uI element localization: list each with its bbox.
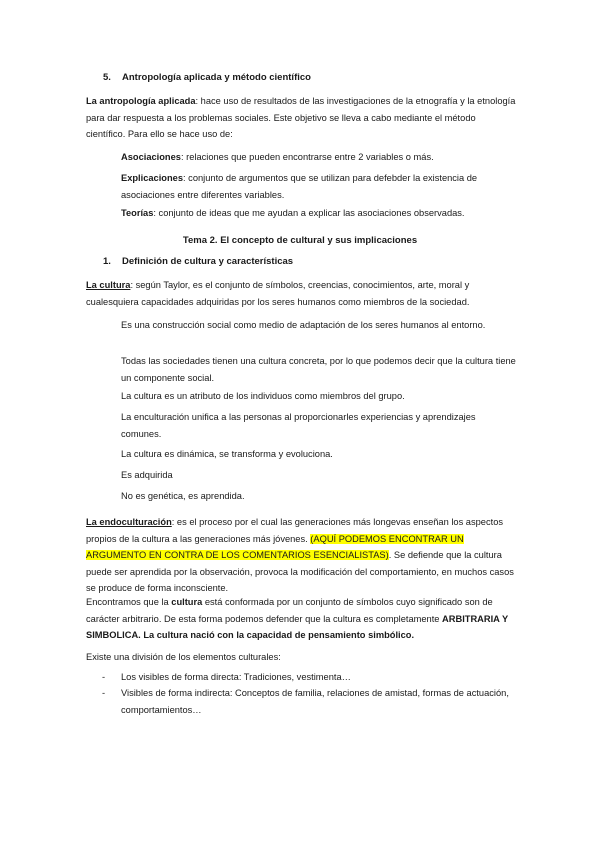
list-item: Explicaciones: conjunto de argumentos que se utilizan para defebder la existencia de asociaciones entre diferentes variables.: [121, 173, 478, 200]
paragraph-division: Existe una división de los elementos culturales:: [86, 652, 281, 662]
paragraph-endoculturacion: La endoculturación: es el proceso por el cual las generaciones más longevas enseñan los aspectos propios de la cultura a las generaciones más jóvenes. (AQUÍ PODEMOS ENCONTRAR UN ARGUMENTO EN CONTRA DE LOS COMENTARIOS ESENCIALISTAS). Se defiende que la cultura puede ser aprendida por la observación, provoca la modificación del comportamiento, en muchos casos se produce de forma inconsciente.: [86, 517, 514, 593]
section-heading-1: 1. Definición de cultura y características: [103, 256, 294, 267]
list-item: Teorías: conjunto de ideas que me ayudan a explicar las asociaciones observadas.: [121, 208, 465, 218]
paragraph-antropologia-aplicada: La antropología aplicada: hace uso de resultados de las investigaciones de la etnografía y la etnología para dar respuesta a los problemas sociales. Este objetivo se lleva a cabo mediante el método científico. Para ello se hace uso de:: [86, 96, 516, 139]
paragraph-encontramos: Encontramos que la cultura está conformada por un conjunto de símbolos cuyo significado son de carácter arbitrario. De esta forma podemos defender que la cultura es completamente ARBITRARIA Y SIMBOLICA. La cultura nació con la capacidad de pensamiento simbólico.: [86, 597, 508, 640]
list-item: Asociaciones: relaciones que pueden encontrarse entre 2 variables o más.: [121, 152, 434, 162]
section-heading-5: 5. Antropología aplicada y método científico: [103, 72, 311, 83]
highlighted-text: (AQUÍ PODEMOS ENCONTRAR UN ARGUMENTO EN CONTRA DE LOS COMENTARIOS ESENCIALISTAS): [86, 533, 464, 560]
list-item: - Visibles de forma indirecta: Conceptos de familia, relaciones de amistad, formas de actuación, comportamientos…: [102, 685, 516, 718]
list-item: La cultura es un atributo de los individuos como miembros del grupo.: [121, 391, 405, 401]
list-item: Todas las sociedades tienen una cultura concreta, por lo que podemos decir que la cultura tiene un componente social.: [121, 356, 516, 383]
paragraph-cultura: La cultura: según Taylor, es el conjunto de símbolos, creencias, conocimientos, arte, moral y cualesquiera capacidades adquiridas por los seres humanos como miembros de la sociedad.: [86, 280, 470, 307]
dash-icon: -: [102, 672, 106, 682]
dash-icon: -: [102, 688, 106, 698]
chapter-title: Tema 2. El concepto de cultural y sus implicaciones: [182, 235, 418, 246]
list-item: Es una construcción social como medio de adaptación de los seres humanos al entorno.: [121, 320, 486, 330]
list-item: La cultura es dinámica, se transforma y evoluciona.: [121, 449, 333, 459]
list-item: No es genética, es aprendida.: [121, 491, 245, 501]
list-item: La enculturación unifica a las personas al proporcionarles experiencias y aprendizajes comunes.: [121, 412, 476, 439]
list-item: Es adquirida: [121, 470, 173, 480]
list-item: - Los visibles de forma directa: Tradiciones, vestimenta…: [102, 669, 516, 686]
